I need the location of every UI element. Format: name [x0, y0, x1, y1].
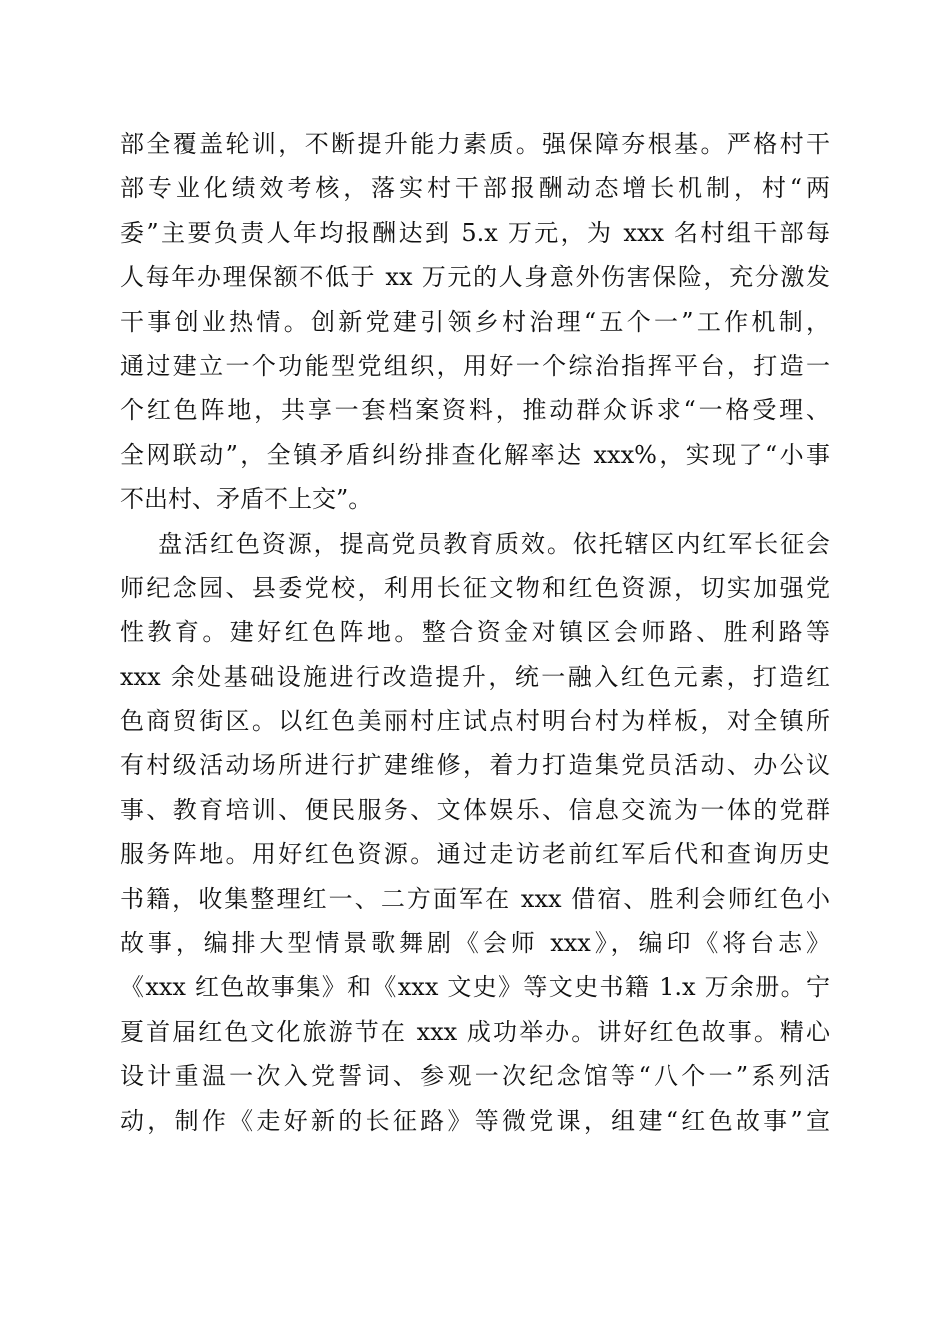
- text-line-22: 设计重温一次入党誓词、参观一次纪念馆等“八个一”系列活: [120, 1062, 830, 1091]
- text-line-6: 通过建立一个功能型党组织，用好一个综治指挥平台，打造一: [120, 351, 830, 380]
- text-line-3: 委”主要负责人年均报酬达到 5.x 万元，为 xxx 名村组干部每: [120, 218, 830, 247]
- text-line-23: 动，制作《走好新的长征路》等微党课，组建“红色故事”宣: [120, 1106, 830, 1135]
- text-line-11: 师纪念园、县委党校，利用长征文物和红色资源，切实加强党: [120, 573, 830, 602]
- text-line-17: 服务阵地。用好红色资源。通过走访老前红军后代和查询历史: [120, 840, 830, 869]
- text-line-12: 性教育。建好红色阵地。整合资金对镇区会师路、胜利路等: [120, 618, 830, 647]
- text-line-13: xxx 余处基础设施进行改造提升，统一融入红色元素，打造红: [120, 662, 830, 691]
- text-line-16: 事、教育培训、便民服务、文体娱乐、信息交流为一体的党群: [120, 795, 830, 824]
- text-line-4: 人每年办理保额不低于 xx 万元的人身意外伤害保险，充分激发: [120, 263, 830, 292]
- text-line-10: 盘活红色资源，提高党员教育质效。依托辖区内红军长征会: [120, 529, 830, 558]
- text-line-15: 有村级活动场所进行扩建维修，着力打造集党员活动、办公议: [120, 751, 830, 780]
- text-line-20: 《xxx 红色故事集》和《xxx 文史》等文史书籍 1.x 万余册。宁: [120, 973, 830, 1002]
- text-line-14: 色商贸街区。以红色美丽村庄试点村明台村为样板，对全镇所: [120, 707, 830, 736]
- text-line-9: 不出村、矛盾不上交”。: [120, 485, 373, 514]
- text-line-19: 故事，编排大型情景歌舞剧《会师 xxx》，编印《将台志》: [120, 929, 830, 958]
- text-line-1: 部全覆盖轮训，不断提升能力素质。强保障夯根基。严格村干: [120, 130, 830, 158]
- text-line-7: 个红色阵地，共享一套档案资料，推动群众诉求“一格受理、: [120, 396, 830, 425]
- text-line-5: 干事创业热情。创新党建引领乡村治理“五个一”工作机制，: [120, 307, 830, 336]
- text-line-2: 部专业化绩效考核，落实村干部报酬动态增长机制，村“两: [120, 174, 830, 203]
- text-line-8: 全网联动”，全镇矛盾纠纷排查化解率达 xxx%，实现了“小事: [120, 440, 830, 469]
- text-line-18: 书籍，收集整理红一、二方面军在 xxx 借宿、胜利会师红色小: [120, 884, 830, 913]
- body-text: [120, 122, 830, 1143]
- text-line-21: 夏首届红色文化旅游节在 xxx 成功举办。讲好红色故事。精心: [120, 1017, 830, 1046]
